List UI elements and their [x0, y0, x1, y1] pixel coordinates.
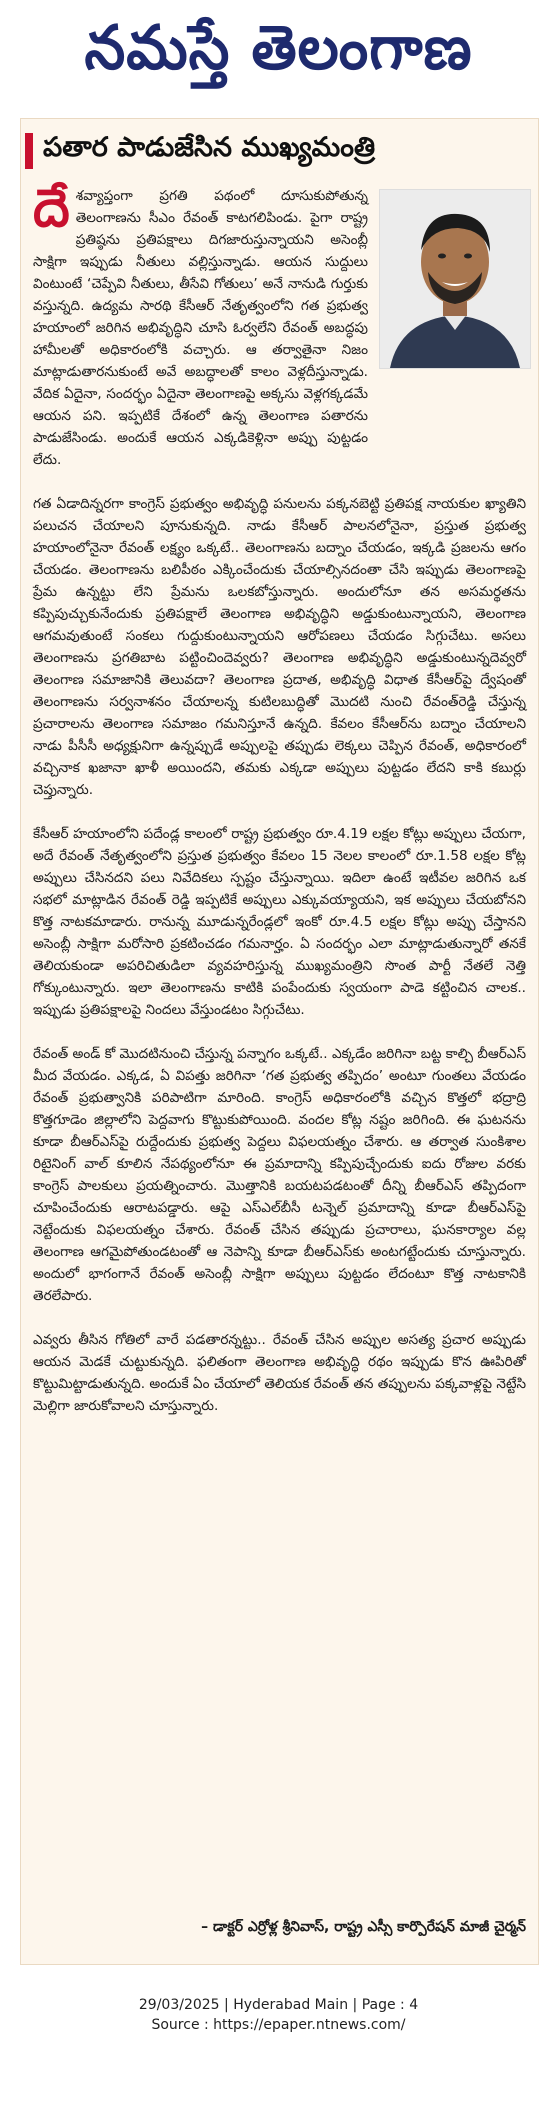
masthead-title: నమస్తే తెలంగాణ	[84, 11, 473, 84]
article-paragraph: ఎవ్వరు తీసిన గోతిలో వారే పడతారన్నట్టు.. రేవంత్ చేసిన అప్పుల అసత్య ప్రచార అప్పుడు ఆయన మెడకే చుట్టుకున్నది. ఫలితంగా తెలంగాణ అభివృద్ధి రథం ఇప్పుడు కొన ఊపిరితో కొట్టుమిట్టాడుతున్నది. అందుకే ఏం చేయాలో తెలియక రేవంత్ తన తప్పులను పక్కవాళ్లపై నెట్టేసి మెల్లిగా జారుకోవాలని చూస్తున్నారు.	[33, 1332, 526, 1414]
article-paragraph: కేసీఆర్ హయాంలోని పదేండ్ల కాలంలో రాష్ట్ర ప్రభుత్వం రూ.4.19 లక్షల కోట్లు అప్పులు చేయగా, అదే రేవంత్ నేతృత్వంలోని ప్రస్తుత ప్రభుత్వం కేవలం 15 నెలల కాలంలో రూ.1.58 లక్షల కోట్ల అప్పులు చేసినదని పలు నివేదికలు స్పష్టం చేస్తున్నాయి. ఇదిలా ఉంటే ఇటీవల జరిగిన ఒక సభలో మాట్లాడిన రేవంత్ రెడ్డి ఇప్పటికే అప్పులు ఎక్కువయ్యాయని, ఇక అప్పులు చేయబోనని కొత్త నాటకమాడారు. రానున్న మూడున్నరేండ్లలో ఇంకో రూ.4.5 లక్షల కోట్లు అప్పు చేస్తానని అసెంబ్లీ సాక్షిగా మరోసారి ప్రకటించడం గమనార్హం. ఏ సందర్భం ఎలా మాట్లాడుతున్నారో తనకే తెలియకుండా అపరిచితుడిలా వ్యవహరిస్తున్న ముఖ్యమంత్రిని సొంత పార్టీ నేతలే నెత్తి గోక్కుంటున్నారు. ఇలా తెలంగాణను కాటికి పంపేందుకు స్వయంగా పాడె కట్టించిన చాలక.. ఇప్పుడు ప్రతిపక్షాలపై నిందలు వేస్తుండటం సిగ్గుచేటు.	[33, 826, 526, 1018]
article-paragraph	[33, 179, 526, 471]
headline-accent-rule	[25, 133, 33, 169]
article-paragraph: గత ఏడాదిన్నరగా కాంగ్రెస్ ప్రభుత్వం అభివృద్ధి పనులను పక్కనబెట్టి ప్రతిపక్ష నాయకుల ఖ్యాతిని పలుచన చేయాలని పూనుకున్నది. నాడు కేసీఆర్ పాలనలోనైనా, ప్రస్తుత ప్రభుత్వ హయాంలోనైనా రేవంత్ లక్ష్యం ఒక్కటే.. తెలంగాణను బద్నాం చేయడం, ఇక్కడి ప్రజలను ఆగం చేయడం. తెలంగాణను బలిపీఠం ఎక్కించేందుకు చేయాల్సినదంతా చేసి ఇప్పుడు తెలంగాణపై ప్రేమ ఉన్నట్టు లేని ప్రేమను ఒలకబోస్తున్నారు. అందులోనూ తన అసమర్థతను కప్పిపుచ్చుకునేందుకు ప్రతిపక్షాలే తెలంగాణ అభివృద్ధిని అడ్డుకుంటున్నాయని, తెలంగాణ ఆగమవుతుంటే సంకలు గుద్దుకుంటున్నాయని ఆరోపణలు చేయడం సిగ్గుచేటు. అసలు తెలంగాణను ప్రగతిబాట పట్టించిందెవ్వరు? తెలంగాణ అభివృద్ధిని అడ్డుకుంటున్నదెవ్వరో తెలంగాణ సమాజానికి తెలువదా? తెలంగాణ ప్రదాత, అభివృద్ధి విధాత కేసీఆర్‌పై ద్వేషంతో తెలంగాణను సర్వనాశనం చేయాలన్న కుటిలబుద్ధితో మొదటి నుంచి రేవంత్‌రెడ్డి చేస్తున్న ప్రచారాలను తెలంగాణ సమాజం గమనిస్తూనే ఉన్నది. కేవలం కేసీఆర్‌ను బద్నాం చేయాలని నాడు పీసీసీ అధ్యక్షునిగా ఉన్నప్పుడే అప్పులపై తప్పుడు లెక్కలు చెప్పిన రేవంత్, అధికారంలో వచ్చినాక ఖజానా ఖాళీ అయిందని, తమకు ఎక్కడా అప్పులు పుట్టడం లేదని కాకి కబుర్లు చెప్తున్నారు.	[33, 496, 526, 798]
author-signature: – డాక్టర్ ఎర్రోళ్ల శ్రీనివాస్, రాష్ట్ర ఎస్సీ కార్పొరేషన్ మాజీ చైర్మన్	[201, 1919, 526, 1935]
headline-bar	[21, 129, 538, 173]
article-body	[33, 179, 526, 1439]
masthead	[0, 0, 557, 112]
paragraph-text: శవ్యాప్తంగా ప్రగతి పథంలో దూసుకుపోతున్న తెలంగాణను సీఎం రేవంత్ కాటగలిపిండు. పైగా రాష్ట్ర ప్రతిష్ఠను ప్రతిపక్షాలు దిగజారుస్తున్నాయని అసెంబ్లీ సాక్షిగా ఇప్పుడు నీతులు వల్లిస్తున్నాడు. ఆయన సుద్దులు వింటుంటే ‘చెప్పేవి నీతులు, తీసేవి గోతులు’ అనే నానుడి గుర్తుకు వస్తున్నది. ఉద్యమ సారథి కేసీఆర్ నేతృత్వంలోని గత ప్రభుత్వ హయాంలో జరిగిన అభివృద్ధిని చూసి ఓర్వలేని రేవంత్ అబద్ధపు హామీలతో అధికారంలోకి వచ్చారు. ఆ తర్వాతైనా నిజం మాట్లాడుతారనుకుంటే అవే అబద్ధాలతో కాలం వెళ్లదీస్తున్నాడు. వేదిక ఏదైనా, సందర్భం ఏదైనా తెలంగాణపై అక్కసు వెళ్లగక్కడమే ఆయన పని. ఇప్పటికే దేశంలో ఉన్న తెలంగాణ పతారను పాడుజేసిండు. అందుకే ఆయన ఎక్కడికెళ్లినా అప్పు పుట్టడం లేదు.	[33, 188, 368, 468]
page-footer	[0, 1995, 557, 2035]
article-headline: పతార పాడుజేసిన ముఖ్యమంత్రి	[43, 132, 376, 163]
drop-cap: దే	[33, 179, 70, 239]
edition-info: 29/03/2025 | Hyderabad Main | Page : 4	[138, 1997, 419, 2013]
article-paragraph: రేవంత్ అండ్ కో మొదటినుంచి చేస్తున్న పన్నాగం ఒక్కటే.. ఎక్కడేం జరిగినా బట్ట కాల్చి బీఆర్ఎస్ మీద వేయడం. ఎక్కడ, ఏ విపత్తు జరిగినా ‘గత ప్రభుత్వ తప్పిదం’ అంటూ గుంతలు వేయడం రేవంత్ ప్రభుత్వానికి పరిపాటిగా మారింది. కాంగ్రెస్ అధికారంలోకి వచ్చిన కొత్తలో భద్రాద్రి కొత్తగూడెం జిల్లాలోని పెద్దవాగు కొట్టుకుపోయింది. వందల కోట్ల నష్టం జరిగింది. ఈ ఘటనను కూడా బీఆర్ఎస్‌పై రుద్దేందుకు ప్రభుత్వ పెద్దలు విఫలయత్నం చేశారు. ఆ తర్వాత సుంకిశాల రిటైనింగ్ వాల్ కూలిన నేపథ్యంలోనూ ఈ ప్రమాదాన్ని కప్పిపుచ్చేందుకు ఐదు రోజుల వరకు కాంగ్రెస్ పాలకులు ప్రయత్నించారు. మొత్తానికి బయటపడటంతో దీన్ని బీఆర్ఎస్ తప్పిదంగా చూపించేందుకు ఆరాటపడ్డారు. ఆపై ఎస్ఎల్‌బీసీ టన్నెల్ ప్రమాదాన్ని కూడా బీఆర్ఎస్‌పై నెట్టేందుకు విఫలయత్నం చేశారు. రేవంత్ చేసిన తప్పుడు ప్రచారాలు, ఘనకార్యాల వల్ల తెలంగాణ ఆగమైపోతుండటంతో ఆ నెపాన్ని కూడా బీఆర్ఎస్‌కు అంటగట్టేందుకు చూస్తున్నారు. అందులో భాగంగానే రేవంత్ అసెంబ్లీ సాక్షిగా అప్పులు పుట్టడం లేదంటూ కొత్త నాటకానికి తెరలేపారు.	[33, 1046, 526, 1304]
article	[20, 118, 539, 1965]
source-link[interactable]: Source : https://epaper.ntnews.com/	[151, 2017, 406, 2033]
